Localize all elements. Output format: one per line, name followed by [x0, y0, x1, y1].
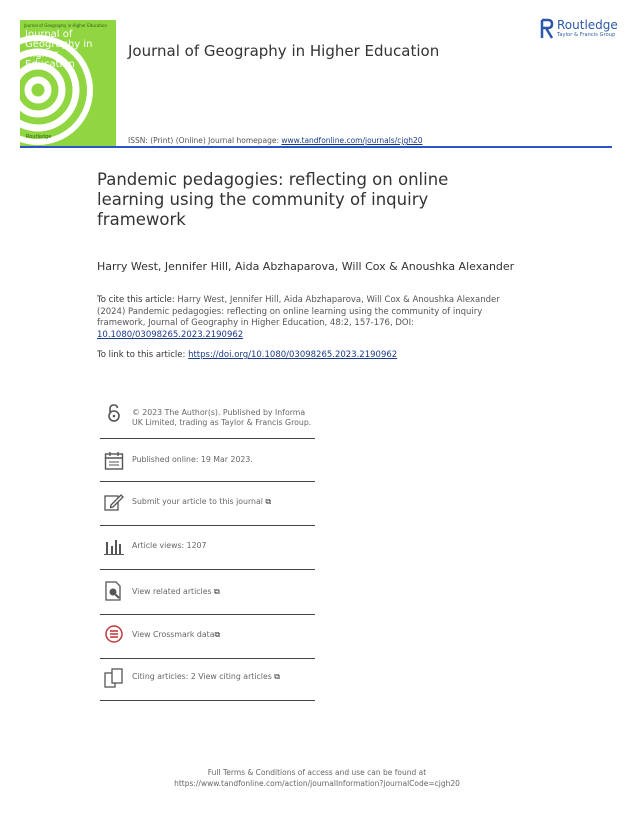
- external-link-icon: ⧉: [214, 630, 221, 639]
- cover-top-text: Journal of Geography in Higher Education: [24, 23, 107, 28]
- cite-text: Harry West, Jennifer Hill, Aida Abzhaparova, Will Cox & Anoushka Alexander (2024) Pandemic pedagogies: reflecting on online learning using the community of inquiry framework, Journal of Geography in Higher Education, 48:2, 157-176, DOI:: [97, 295, 500, 328]
- crossmark-row[interactable]: [100, 615, 315, 659]
- open-access-icon: [104, 403, 124, 423]
- related-articles-link[interactable]: View related articles ⧉: [132, 587, 220, 596]
- publisher-name: Routledge: [557, 18, 618, 32]
- license-row: [100, 395, 315, 439]
- views-row: [100, 526, 315, 570]
- published-row: [100, 439, 315, 482]
- cite-doi-link[interactable]: 10.1080/03098265.2023.2190962: [97, 329, 244, 340]
- external-link-icon: ⧉: [274, 672, 281, 681]
- issn-text: ISSN: (Print) (Online) Journal homepage:: [128, 136, 282, 145]
- link-label: To link to this article:: [97, 350, 189, 360]
- publisher-logo: [540, 18, 620, 48]
- journal-homepage-link[interactable]: www.tandfonline.com/journals/cjgh20: [281, 136, 423, 145]
- bar-chart-icon: [104, 536, 124, 556]
- search-document-icon: [104, 581, 124, 601]
- external-link-icon: ⧉: [214, 587, 220, 596]
- edit-icon: [104, 492, 124, 512]
- submit-article-link[interactable]: Submit your article to this journal ⧉: [132, 497, 272, 506]
- citing-articles-link[interactable]: Citing articles: 2 View citing articles ⧉: [132, 672, 281, 681]
- crossmark-icon: [104, 625, 124, 645]
- license-text: © 2023 The Author(s). Published by Informa UK Limited, trading as Taylor & Francis Group.: [132, 408, 312, 427]
- citation-block: [97, 295, 522, 341]
- footer-terms-link[interactable]: https://www.tandfonline.com/action/journalInformation?journalCode=cjgh20: [174, 779, 460, 788]
- article-views: Article views: 1207: [132, 541, 207, 550]
- citing-articles-icon: [104, 668, 124, 688]
- article-info-list: [100, 395, 315, 701]
- external-link-icon: ⧉: [265, 497, 272, 506]
- calendar-icon: [104, 451, 124, 471]
- citing-row[interactable]: [100, 659, 315, 701]
- submit-row[interactable]: [100, 482, 315, 526]
- footer: [0, 767, 634, 789]
- article-link-block: [97, 350, 397, 360]
- article-doi-link[interactable]: https://doi.org/10.1080/03098265.2023.2190962: [188, 350, 398, 360]
- issn-line: [128, 136, 423, 145]
- journal-cover: [20, 20, 116, 146]
- crossmark-link[interactable]: View Crossmark data⧉: [132, 630, 221, 639]
- cover-publisher-logo: Routledge: [26, 134, 52, 140]
- article-title: Pandemic pedagogies: reflecting on online learning using the community of inquiry framework: [97, 170, 449, 229]
- cite-label: To cite this article:: [97, 295, 175, 305]
- publisher-subtitle: Taylor & Francis Group: [557, 32, 616, 38]
- article-authors: Harry West, Jennifer Hill, Aida Abzhaparova, Will Cox & Anoushka Alexander: [97, 260, 515, 273]
- related-row[interactable]: [100, 570, 315, 615]
- journal-title: Journal of Geography in Higher Education: [128, 42, 440, 60]
- footer-terms-text: Full Terms & Conditions of access and use can be found at: [207, 768, 427, 777]
- cover-title: Journal of Geography in Higher Education: [25, 29, 93, 70]
- published-date: Published online: 19 Mar 2023.: [132, 455, 253, 464]
- routledge-r-icon: [540, 18, 554, 40]
- header-divider: [20, 146, 612, 148]
